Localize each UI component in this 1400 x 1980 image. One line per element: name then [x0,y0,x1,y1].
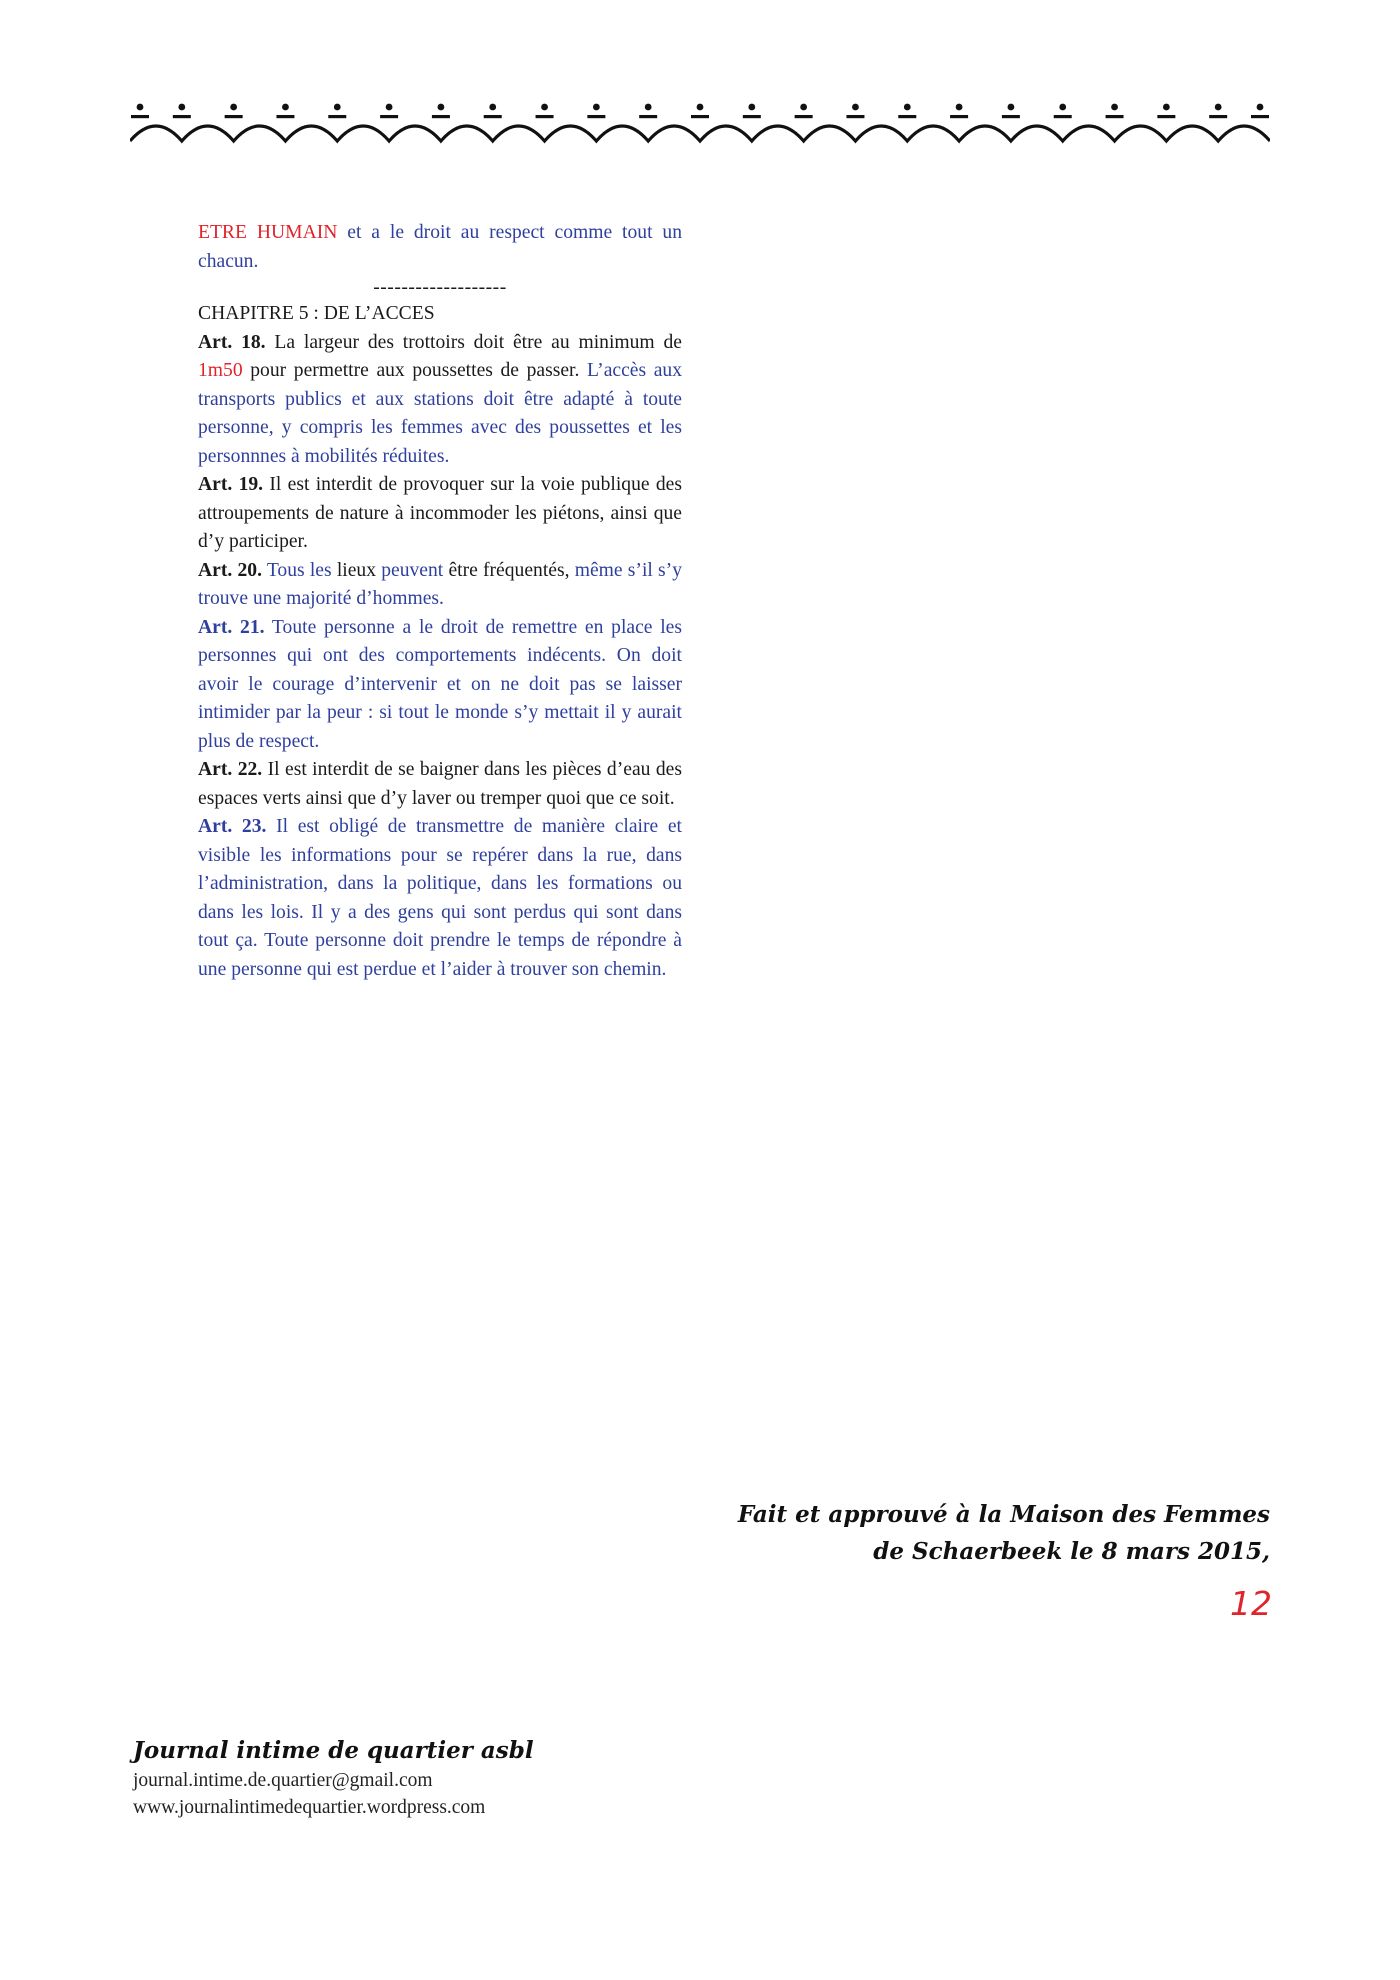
border-dash [1054,115,1072,118]
border-dash [536,115,554,118]
border-dot [645,104,652,111]
border-dot [541,104,548,111]
border-dash [1157,115,1175,118]
page-number: 12 [1230,1584,1272,1623]
article-text: Il est interdit de provoquer sur la voie publique des attroupements de nature à incommoder les piétons, ainsi que d’y participer. [198,474,682,552]
wave-line [130,126,1270,141]
border-dot [852,104,859,111]
border-dash [691,115,709,118]
border-dash [484,115,502,118]
border-dot [904,104,911,111]
border-dash [639,115,657,118]
footer [133,1735,534,1821]
border-dot [1257,104,1264,111]
border-dash [1209,115,1227,118]
border-dash [432,115,450,118]
article-column [198,219,682,984]
border-dash [1251,115,1269,118]
article-text: La largeur des trottoirs doit être au minimum de [265,331,682,353]
article-label: Art. 21. [198,616,265,638]
border-dash [587,115,605,118]
article-text: être fréquentés, [443,559,575,581]
border-dot [1111,104,1118,111]
border-dot [137,104,144,111]
footer-org-name: Journal intime de quartier asbl [133,1737,534,1764]
border-dash [898,115,916,118]
article-label: Art. 23. [198,816,267,837]
border-dash [950,115,968,118]
article-text: Tous les [261,559,332,581]
article-20 [198,557,682,614]
border-dot [748,104,755,111]
article-label: Art. 20. [198,559,262,581]
article-text: Il est obligé de transmettre de manière claire et visible les informations pour se repérer dans la rue, dans l’administration, dans la politique, dans les formations ou dans les lois. Il y a des gens qui sont perdus qui sont dans tout ça. Toute personne doit prendre le temps de répondre à une personne qui est perdue et l’aider à trouver son chemin. [198,816,682,980]
signature-line-1: Fait et approuvé à la Maison des Femmes [737,1501,1270,1528]
border-dot [489,104,496,111]
border-dot [178,104,185,111]
footer-website[interactable]: www.journalintimedequartier.wordpress.com [133,1797,486,1818]
border-dash [1002,115,1020,118]
article-label: Art. 18. [198,331,266,353]
article-22 [198,756,682,813]
article-text: lieux [331,559,382,581]
border-dash [225,115,243,118]
article-text: L’accès aux transports publics et aux stations doit être adapté à toute personne, y compris les femmes avec des poussettes et les personnnes à mobilités réduites. [198,360,683,467]
intro-highlight: ETRE HUMAIN [198,222,338,243]
border-dash [276,115,294,118]
border-dash [173,115,191,118]
article-23 [198,813,682,984]
signature-line-2: de Schaerbeek le 8 mars 2015, [873,1538,1270,1565]
border-dot [697,104,704,111]
border-dot [438,104,445,111]
border-dash [1106,115,1124,118]
footer-email[interactable]: journal.intime.de.quartier@gmail.com [133,1770,433,1791]
signature-block [570,1496,1270,1570]
article-18 [198,329,682,472]
article-label: Art. 19. [198,474,264,495]
border-dash [743,115,761,118]
article-19 [198,471,682,557]
article-21 [198,614,682,757]
border-dot [1008,104,1015,111]
border-dot [1059,104,1066,111]
border-dot [334,104,341,111]
wave-dot-border [130,95,1270,155]
border-dot [230,104,237,111]
chapter-title: CHAPITRE 5 : DE L’ACCES [198,303,435,324]
article-text: pour permettre aux poussettes de passer. [242,360,587,381]
article-text: même s’il s’y trouve une majorité d’hommes. [198,559,682,609]
border-dash [846,115,864,118]
articles-list [198,329,682,985]
border-dash [795,115,813,118]
border-dot [282,104,289,111]
divider: ------------------- [373,277,507,298]
border-dot [800,104,807,111]
border-dot [1163,104,1170,111]
border-dot [956,104,963,111]
border-dot [1215,104,1222,111]
border-dot [593,104,600,111]
article-text: Toute personne a le droit de remettre en place les personnes qui ont des comportements indécents. On doit avoir le courage d’intervenir et on ne doit pas se laisser intimider par la peur : si tout le monde s’y mettait il y aurait plus de respect. [198,616,683,752]
article-text: Il est interdit de se baigner dans les pièces d’eau des espaces verts ainsi que d’y laver ou tremper quoi que ce soit. [198,759,682,809]
article-text: peuvent [381,559,444,581]
intro-paragraph [198,219,682,276]
article-text: 1m50 [198,360,243,381]
intro-text: et a le droit au respect comme tout un chacun. [198,222,682,272]
border-dot [386,104,393,111]
border-dash [131,115,149,118]
article-label: Art. 22. [198,759,263,780]
border-dash [380,115,398,118]
border-dash [328,115,346,118]
